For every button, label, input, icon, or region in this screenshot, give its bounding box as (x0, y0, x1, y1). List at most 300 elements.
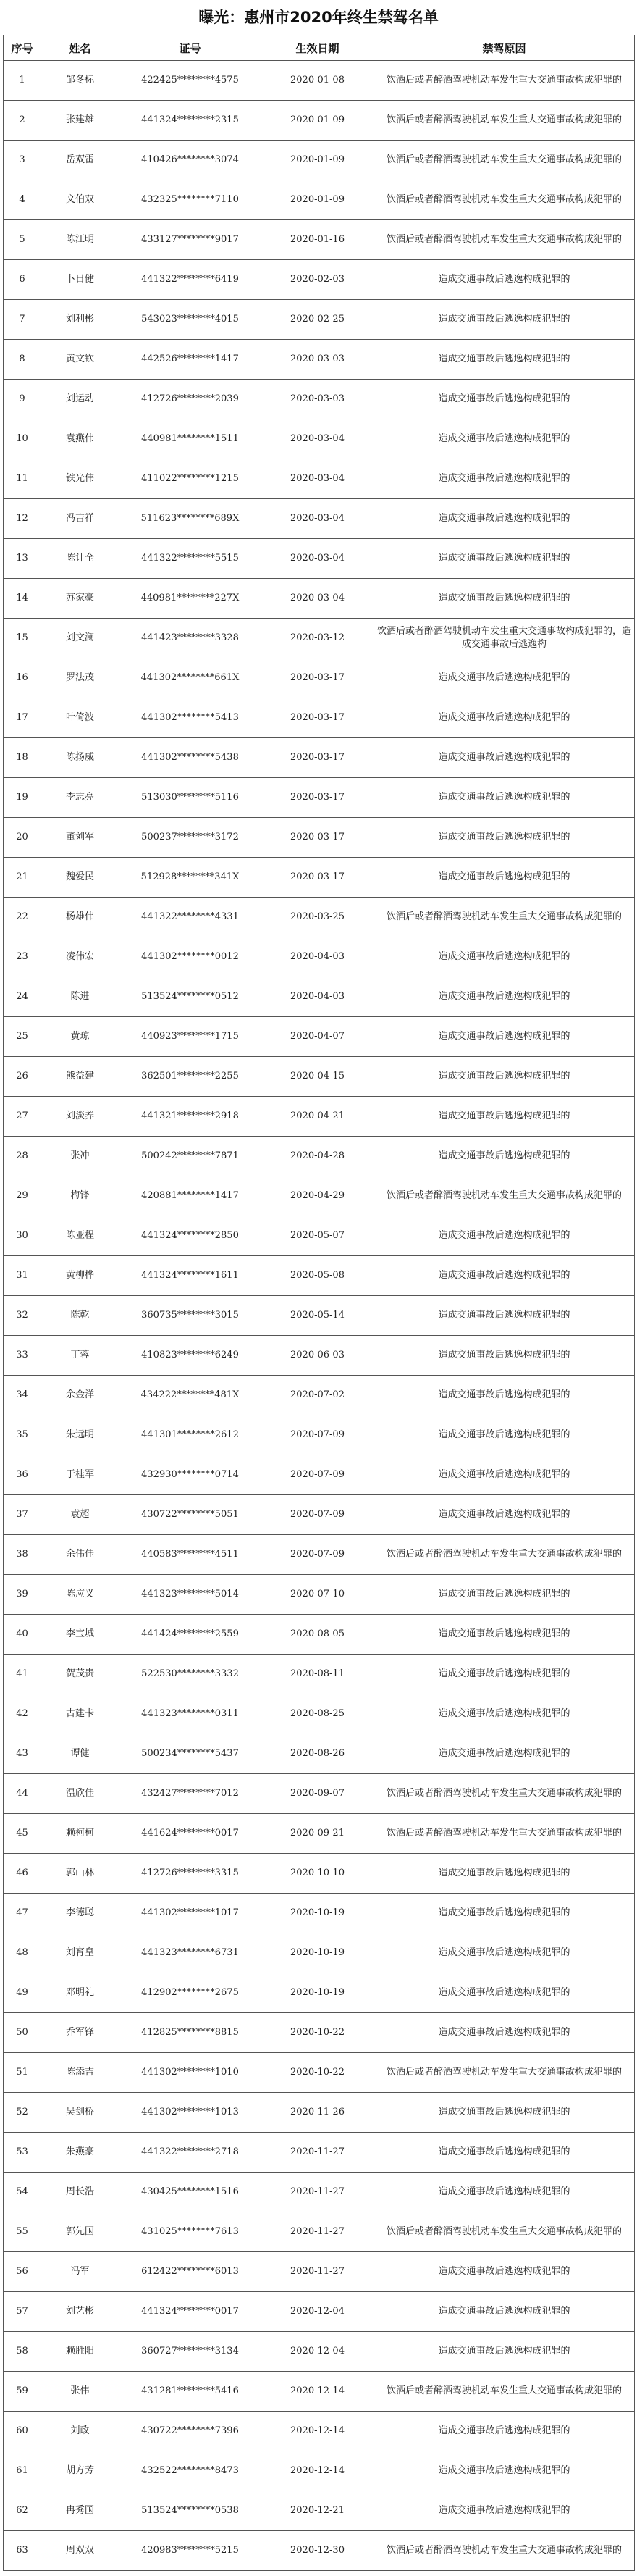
cell-date: 2020-04-21 (261, 1097, 374, 1137)
cell-reason: 饮酒后或者醉酒驾驶机动车发生重大交通事故构成犯罪的，造成交通事故后逃逸构 (374, 619, 635, 658)
cell-id: 513030********5116 (119, 778, 261, 818)
cell-index: 56 (4, 2252, 41, 2292)
cell-date: 2020-11-27 (261, 2173, 374, 2212)
cell-date: 2020-03-04 (261, 579, 374, 619)
cell-index: 54 (4, 2173, 41, 2212)
cell-index: 57 (4, 2292, 41, 2332)
cell-date: 2020-03-17 (261, 738, 374, 778)
cell-reason: 造成交通事故后逃逸构成犯罪的 (374, 1734, 635, 1774)
cell-name: 朱远明 (41, 1415, 119, 1455)
cell-name: 张建雄 (41, 101, 119, 141)
cell-reason: 造成交通事故后逃逸构成犯罪的 (374, 1455, 635, 1495)
cell-name: 文伯双 (41, 180, 119, 220)
cell-reason: 造成交通事故后逃逸构成犯罪的 (374, 2093, 635, 2133)
cell-id: 362501********2255 (119, 1057, 261, 1097)
table-row (4, 1336, 635, 1376)
cell-name: 乔军锋 (41, 2013, 119, 2053)
cell-index: 41 (4, 1655, 41, 1694)
cell-id: 434222********481X (119, 1376, 261, 1415)
cell-index: 38 (4, 1535, 41, 1575)
cell-name: 古建卡 (41, 1694, 119, 1734)
cell-name: 谭健 (41, 1734, 119, 1774)
cell-reason: 造成交通事故后逃逸构成犯罪的 (374, 1694, 635, 1734)
cell-reason: 饮酒后或者醉酒驾驶机动车发生重大交通事故构成犯罪的 (374, 1774, 635, 1814)
cell-name: 冉秀国 (41, 2491, 119, 2531)
cell-reason: 造成交通事故后逃逸构成犯罪的 (374, 300, 635, 340)
cell-name: 叶倚波 (41, 698, 119, 738)
table-row (4, 1455, 635, 1495)
cell-reason: 造成交通事故后逃逸构成犯罪的 (374, 1655, 635, 1694)
table-row (4, 2252, 635, 2292)
cell-id: 440981********227X (119, 579, 261, 619)
cell-date: 2020-03-17 (261, 858, 374, 898)
cell-id: 441624********0017 (119, 1814, 261, 1854)
cell-date: 2020-07-09 (261, 1535, 374, 1575)
table-row (4, 1376, 635, 1415)
table-row (4, 539, 635, 579)
table-row (4, 2053, 635, 2093)
cell-index: 6 (4, 260, 41, 300)
cell-index: 21 (4, 858, 41, 898)
cell-name: 陈江明 (41, 220, 119, 260)
cell-name: 刘育皇 (41, 1933, 119, 1973)
table-row (4, 1535, 635, 1575)
cell-id: 441302********5413 (119, 698, 261, 738)
cell-id: 522530********3332 (119, 1655, 261, 1694)
cell-id: 441322********6419 (119, 260, 261, 300)
cell-id: 441323********5014 (119, 1575, 261, 1615)
cell-name: 陈亚程 (41, 1216, 119, 1256)
cell-date: 2020-11-27 (261, 2133, 374, 2173)
cell-date: 2020-05-07 (261, 1216, 374, 1256)
table-row (4, 1216, 635, 1256)
cell-id: 441323********6731 (119, 1933, 261, 1973)
cell-date: 2020-03-04 (261, 539, 374, 579)
cell-index: 31 (4, 1256, 41, 1296)
cell-name: 铁光伟 (41, 459, 119, 499)
cell-date: 2020-07-09 (261, 1415, 374, 1455)
cell-date: 2020-03-03 (261, 380, 374, 419)
cell-reason: 饮酒后或者醉酒驾驶机动车发生重大交通事故构成犯罪的 (374, 141, 635, 180)
cell-date: 2020-03-17 (261, 658, 374, 698)
cell-date: 2020-03-17 (261, 778, 374, 818)
cell-id: 441324********2850 (119, 1216, 261, 1256)
cell-date: 2020-10-22 (261, 2053, 374, 2093)
cell-name: 陈扬威 (41, 738, 119, 778)
cell-reason: 造成交通事故后逃逸构成犯罪的 (374, 2491, 635, 2531)
cell-index: 62 (4, 2491, 41, 2531)
cell-date: 2020-10-19 (261, 1894, 374, 1933)
cell-date: 2020-12-14 (261, 2412, 374, 2451)
cell-date: 2020-12-04 (261, 2332, 374, 2372)
cell-index: 10 (4, 419, 41, 459)
cell-index: 50 (4, 2013, 41, 2053)
cell-date: 2020-10-19 (261, 1933, 374, 1973)
cell-index: 36 (4, 1455, 41, 1495)
cell-reason: 造成交通事故后逃逸构成犯罪的 (374, 977, 635, 1017)
table-row (4, 1734, 635, 1774)
cell-index: 37 (4, 1495, 41, 1535)
table-row (4, 858, 635, 898)
cell-index: 63 (4, 2531, 41, 2571)
cell-reason: 造成交通事故后逃逸构成犯罪的 (374, 1097, 635, 1137)
cell-name: 丁蓉 (41, 1336, 119, 1376)
cell-date: 2020-03-03 (261, 340, 374, 380)
cell-index: 23 (4, 937, 41, 977)
cell-reason: 造成交通事故后逃逸构成犯罪的 (374, 2173, 635, 2212)
table-row (4, 1176, 635, 1216)
table-row (4, 2093, 635, 2133)
cell-reason: 造成交通事故后逃逸构成犯罪的 (374, 1057, 635, 1097)
cell-name: 刘政 (41, 2412, 119, 2451)
table-row (4, 1017, 635, 1057)
cell-reason: 造成交通事故后逃逸构成犯罪的 (374, 1137, 635, 1176)
cell-date: 2020-04-15 (261, 1057, 374, 1097)
table-row (4, 2013, 635, 2053)
cell-id: 441324********2315 (119, 101, 261, 141)
cell-reason: 造成交通事故后逃逸构成犯罪的 (374, 2133, 635, 2173)
cell-name: 刘艺彬 (41, 2292, 119, 2332)
cell-id: 442526********1417 (119, 340, 261, 380)
cell-name: 李德聪 (41, 1894, 119, 1933)
cell-name: 邹冬标 (41, 61, 119, 101)
cell-id: 420983********5215 (119, 2531, 261, 2571)
cell-date: 2020-09-07 (261, 1774, 374, 1814)
cell-index: 19 (4, 778, 41, 818)
cell-id: 411022********1215 (119, 459, 261, 499)
cell-index: 26 (4, 1057, 41, 1097)
header-row (4, 35, 635, 61)
table-row (4, 300, 635, 340)
cell-name: 黄琼 (41, 1017, 119, 1057)
cell-reason: 造成交通事故后逃逸构成犯罪的 (374, 2252, 635, 2292)
cell-id: 511623********689X (119, 499, 261, 539)
cell-reason: 造成交通事故后逃逸构成犯罪的 (374, 1216, 635, 1256)
table-header (4, 35, 635, 61)
table-row (4, 1057, 635, 1097)
cell-name: 周长浩 (41, 2173, 119, 2212)
cell-name: 邓明礼 (41, 1973, 119, 2013)
cell-index: 48 (4, 1933, 41, 1973)
cell-name: 朱燕豪 (41, 2133, 119, 2173)
cell-index: 27 (4, 1097, 41, 1137)
cell-index: 29 (4, 1176, 41, 1216)
header-date: 生效日期 (261, 35, 374, 61)
table-row (4, 180, 635, 220)
cell-reason: 造成交通事故后逃逸构成犯罪的 (374, 937, 635, 977)
cell-id: 500234********5437 (119, 1734, 261, 1774)
cell-date: 2020-01-09 (261, 141, 374, 180)
cell-date: 2020-06-03 (261, 1336, 374, 1376)
cell-name: 魏爱民 (41, 858, 119, 898)
cell-date: 2020-03-04 (261, 419, 374, 459)
cell-date: 2020-12-14 (261, 2451, 374, 2491)
table-row (4, 101, 635, 141)
cell-name: 陈应义 (41, 1575, 119, 1615)
cell-name: 贺茂贵 (41, 1655, 119, 1694)
cell-date: 2020-11-26 (261, 2093, 374, 2133)
cell-reason: 造成交通事故后逃逸构成犯罪的 (374, 539, 635, 579)
cell-reason: 造成交通事故后逃逸构成犯罪的 (374, 778, 635, 818)
table-row (4, 1615, 635, 1655)
cell-reason: 造成交通事故后逃逸构成犯罪的 (374, 2412, 635, 2451)
cell-name: 杨雄伟 (41, 898, 119, 937)
table-row (4, 340, 635, 380)
cell-date: 2020-03-25 (261, 898, 374, 937)
table-row (4, 1854, 635, 1894)
cell-date: 2020-09-21 (261, 1814, 374, 1854)
cell-index: 59 (4, 2372, 41, 2412)
cell-reason: 造成交通事故后逃逸构成犯罪的 (374, 1933, 635, 1973)
header-index: 序号 (4, 35, 41, 61)
cell-index: 8 (4, 340, 41, 380)
cell-reason: 饮酒后或者醉酒驾驶机动车发生重大交通事故构成犯罪的 (374, 101, 635, 141)
cell-id: 441323********0311 (119, 1694, 261, 1734)
cell-date: 2020-10-10 (261, 1854, 374, 1894)
cell-id: 360735********3015 (119, 1296, 261, 1336)
cell-reason: 造成交通事故后逃逸构成犯罪的 (374, 658, 635, 698)
cell-reason: 造成交通事故后逃逸构成犯罪的 (374, 698, 635, 738)
ban-list-table (3, 35, 635, 2571)
table-row (4, 2412, 635, 2451)
cell-date: 2020-04-03 (261, 937, 374, 977)
cell-date: 2020-03-17 (261, 698, 374, 738)
cell-reason: 造成交通事故后逃逸构成犯罪的 (374, 1336, 635, 1376)
cell-reason: 造成交通事故后逃逸构成犯罪的 (374, 1854, 635, 1894)
cell-id: 410426********3074 (119, 141, 261, 180)
cell-id: 441302********0012 (119, 937, 261, 977)
cell-name: 冯军 (41, 2252, 119, 2292)
cell-id: 412825********8815 (119, 2013, 261, 2053)
cell-reason: 造成交通事故后逃逸构成犯罪的 (374, 380, 635, 419)
cell-name: 李宝城 (41, 1615, 119, 1655)
cell-name: 苏家豪 (41, 579, 119, 619)
table-row (4, 579, 635, 619)
cell-index: 9 (4, 380, 41, 419)
cell-id: 360727********3134 (119, 2332, 261, 2372)
cell-id: 441322********2718 (119, 2133, 261, 2173)
cell-index: 51 (4, 2053, 41, 2093)
cell-reason: 饮酒后或者醉酒驾驶机动车发生重大交通事故构成犯罪的 (374, 61, 635, 101)
cell-id: 440923********1715 (119, 1017, 261, 1057)
table-row (4, 937, 635, 977)
page-title: 曝光：惠州市2020年终生禁驾名单 (198, 9, 439, 26)
cell-id: 430425********1516 (119, 2173, 261, 2212)
cell-reason: 造成交通事故后逃逸构成犯罪的 (374, 1615, 635, 1655)
cell-reason: 造成交通事故后逃逸构成犯罪的 (374, 1256, 635, 1296)
table-row (4, 1655, 635, 1694)
table-row (4, 619, 635, 658)
cell-index: 20 (4, 818, 41, 858)
table-row (4, 2491, 635, 2531)
cell-date: 2020-04-07 (261, 1017, 374, 1057)
cell-date: 2020-08-25 (261, 1694, 374, 1734)
cell-index: 46 (4, 1854, 41, 1894)
table-row (4, 2292, 635, 2332)
cell-id: 440583********4511 (119, 1535, 261, 1575)
table-row (4, 61, 635, 101)
cell-reason: 造成交通事故后逃逸构成犯罪的 (374, 340, 635, 380)
table-body (4, 61, 635, 2571)
cell-index: 60 (4, 2412, 41, 2451)
cell-id: 422425********4575 (119, 61, 261, 101)
cell-reason: 饮酒后或者醉酒驾驶机动车发生重大交通事故构成犯罪的 (374, 180, 635, 220)
cell-id: 412726********2039 (119, 380, 261, 419)
table-row (4, 1774, 635, 1814)
cell-reason: 造成交通事故后逃逸构成犯罪的 (374, 858, 635, 898)
cell-index: 1 (4, 61, 41, 101)
header-reason: 禁驾原因 (374, 35, 635, 61)
cell-reason: 饮酒后或者醉酒驾驶机动车发生重大交通事故构成犯罪的 (374, 898, 635, 937)
cell-id: 432325********7110 (119, 180, 261, 220)
cell-reason: 饮酒后或者醉酒驾驶机动车发生重大交通事故构成犯罪的 (374, 2212, 635, 2252)
cell-reason: 饮酒后或者醉酒驾驶机动车发生重大交通事故构成犯罪的 (374, 220, 635, 260)
cell-date: 2020-04-03 (261, 977, 374, 1017)
cell-name: 郭山林 (41, 1854, 119, 1894)
cell-reason: 饮酒后或者醉酒驾驶机动车发生重大交通事故构成犯罪的 (374, 2372, 635, 2412)
cell-index: 61 (4, 2451, 41, 2491)
cell-index: 44 (4, 1774, 41, 1814)
cell-index: 16 (4, 658, 41, 698)
table-row (4, 1933, 635, 1973)
cell-id: 430722********7396 (119, 2412, 261, 2451)
cell-index: 13 (4, 539, 41, 579)
table-row (4, 2451, 635, 2491)
cell-id: 513524********0512 (119, 977, 261, 1017)
cell-reason: 造成交通事故后逃逸构成犯罪的 (374, 1017, 635, 1057)
cell-reason: 造成交通事故后逃逸构成犯罪的 (374, 1973, 635, 2013)
cell-reason: 造成交通事故后逃逸构成犯罪的 (374, 1376, 635, 1415)
cell-date: 2020-03-04 (261, 499, 374, 539)
cell-id: 543023********4015 (119, 300, 261, 340)
cell-index: 42 (4, 1694, 41, 1734)
cell-id: 432522********8473 (119, 2451, 261, 2491)
table-row (4, 977, 635, 1017)
cell-index: 52 (4, 2093, 41, 2133)
table-row (4, 738, 635, 778)
cell-reason: 造成交通事故后逃逸构成犯罪的 (374, 2292, 635, 2332)
cell-id: 441424********2559 (119, 1615, 261, 1655)
cell-index: 7 (4, 300, 41, 340)
cell-reason: 造成交通事故后逃逸构成犯罪的 (374, 1415, 635, 1455)
cell-index: 22 (4, 898, 41, 937)
cell-reason: 造成交通事故后逃逸构成犯罪的 (374, 419, 635, 459)
table-row (4, 1137, 635, 1176)
table-row (4, 898, 635, 937)
cell-name: 陈进 (41, 977, 119, 1017)
table-row (4, 2332, 635, 2372)
cell-index: 3 (4, 141, 41, 180)
cell-index: 32 (4, 1296, 41, 1336)
cell-name: 熊益建 (41, 1057, 119, 1097)
cell-date: 2020-12-14 (261, 2372, 374, 2412)
cell-name: 张伟 (41, 2372, 119, 2412)
cell-id: 512928********341X (119, 858, 261, 898)
cell-name: 刘淡养 (41, 1097, 119, 1137)
cell-id: 433127********9017 (119, 220, 261, 260)
cell-id: 431025********7613 (119, 2212, 261, 2252)
cell-reason: 造成交通事故后逃逸构成犯罪的 (374, 2332, 635, 2372)
cell-id: 441302********5438 (119, 738, 261, 778)
cell-index: 53 (4, 2133, 41, 2173)
cell-name: 冯吉祥 (41, 499, 119, 539)
table-row (4, 499, 635, 539)
cell-date: 2020-04-29 (261, 1176, 374, 1216)
cell-name: 刘文澜 (41, 619, 119, 658)
table-row (4, 2133, 635, 2173)
table-row (4, 818, 635, 858)
cell-name: 刘利彬 (41, 300, 119, 340)
cell-date: 2020-03-12 (261, 619, 374, 658)
cell-date: 2020-03-04 (261, 459, 374, 499)
cell-id: 420881********1417 (119, 1176, 261, 1216)
cell-date: 2020-12-04 (261, 2292, 374, 2332)
cell-date: 2020-01-09 (261, 180, 374, 220)
table-row (4, 1495, 635, 1535)
cell-name: 凌伟宏 (41, 937, 119, 977)
cell-id: 441322********5515 (119, 539, 261, 579)
table-row (4, 1894, 635, 1933)
cell-date: 2020-01-08 (261, 61, 374, 101)
cell-reason: 饮酒后或者醉酒驾驶机动车发生重大交通事故构成犯罪的 (374, 1176, 635, 1216)
cell-date: 2020-07-10 (261, 1575, 374, 1615)
cell-name: 卜日健 (41, 260, 119, 300)
table-row (4, 380, 635, 419)
cell-name: 刘运动 (41, 380, 119, 419)
cell-date: 2020-11-27 (261, 2212, 374, 2252)
cell-index: 15 (4, 619, 41, 658)
cell-date: 2020-10-22 (261, 2013, 374, 2053)
cell-name: 郭先国 (41, 2212, 119, 2252)
cell-reason: 造成交通事故后逃逸构成犯罪的 (374, 579, 635, 619)
cell-id: 612422********6013 (119, 2252, 261, 2292)
cell-date: 2020-12-30 (261, 2531, 374, 2571)
table-row (4, 2212, 635, 2252)
cell-index: 47 (4, 1894, 41, 1933)
table-row (4, 1097, 635, 1137)
cell-index: 25 (4, 1017, 41, 1057)
cell-date: 2020-08-11 (261, 1655, 374, 1694)
cell-index: 49 (4, 1973, 41, 2013)
cell-index: 58 (4, 2332, 41, 2372)
table-row (4, 1575, 635, 1615)
cell-id: 441302********661X (119, 658, 261, 698)
cell-name: 陈添吉 (41, 2053, 119, 2093)
cell-date: 2020-08-26 (261, 1734, 374, 1774)
table-row (4, 1973, 635, 2013)
table-row (4, 1415, 635, 1455)
cell-id: 513524********0538 (119, 2491, 261, 2531)
cell-id: 431281********5416 (119, 2372, 261, 2412)
cell-date: 2020-02-03 (261, 260, 374, 300)
table-row (4, 658, 635, 698)
cell-index: 39 (4, 1575, 41, 1615)
cell-date: 2020-01-16 (261, 220, 374, 260)
cell-index: 12 (4, 499, 41, 539)
cell-date: 2020-08-05 (261, 1615, 374, 1655)
cell-id: 441321********2918 (119, 1097, 261, 1137)
cell-reason: 饮酒后或者醉酒驾驶机动车发生重大交通事故构成犯罪的 (374, 1814, 635, 1854)
table-row (4, 1694, 635, 1734)
cell-index: 45 (4, 1814, 41, 1854)
cell-name: 赖柯柯 (41, 1814, 119, 1854)
cell-name: 李志亮 (41, 778, 119, 818)
cell-index: 17 (4, 698, 41, 738)
cell-id: 441302********1017 (119, 1894, 261, 1933)
table-row (4, 141, 635, 180)
cell-name: 袁超 (41, 1495, 119, 1535)
table-row (4, 698, 635, 738)
